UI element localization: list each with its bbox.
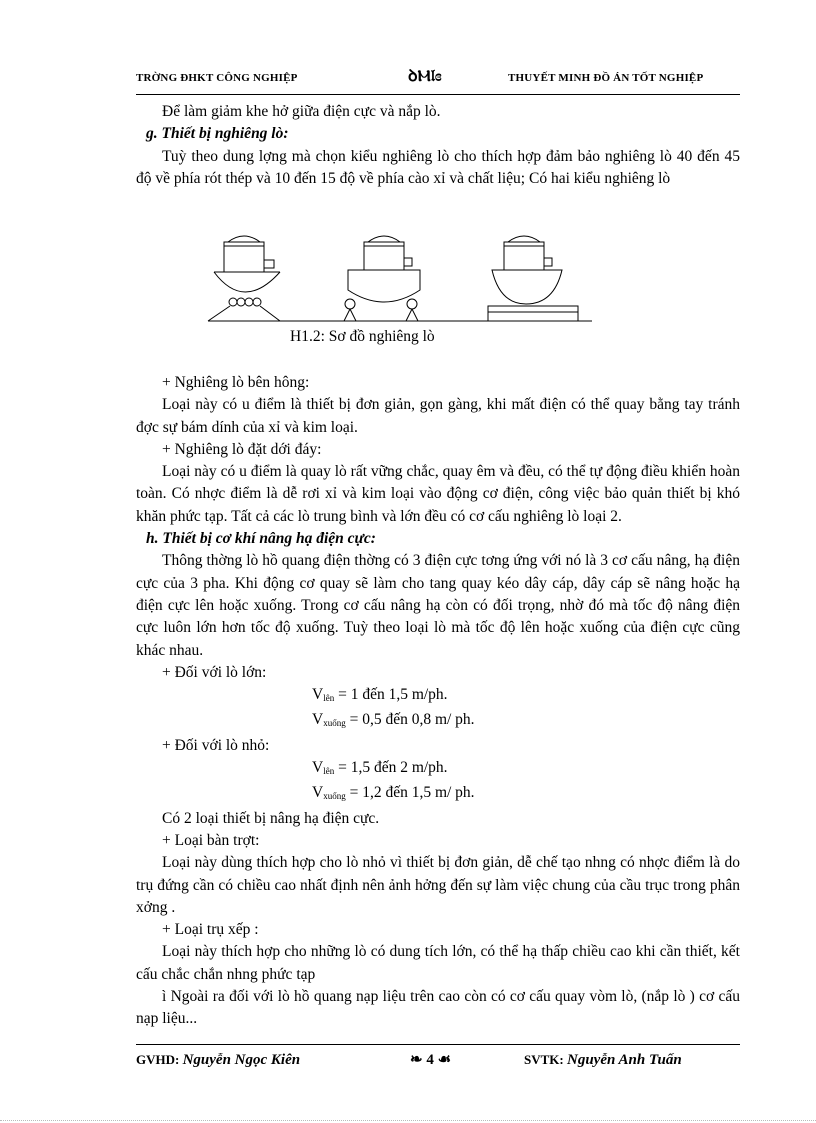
page-number: 4 <box>426 1052 434 1068</box>
section-g-title: g. Thiết bị nghiêng lò: <box>146 125 289 143</box>
small-v-up-formula: $V_{lên} = 1,5$ đến 2 m/ph. <box>312 759 448 777</box>
body-top <box>136 101 740 190</box>
figure-caption: H1.2: Sơ đồ nghiêng lò <box>290 328 435 345</box>
intro-line: Để làm giảm khe hở giữa điện cực và nắp lò. <box>162 103 441 120</box>
gvhd-label: GVHD: <box>136 1052 180 1067</box>
page-bottom-edge <box>0 1120 816 1121</box>
header-school: TRỜNG ĐHKT CÔNG NGHIỆP <box>136 72 298 84</box>
small-v-down-formula: $V_{xuống} = 1,2$ đến 1,5 m/ ph. <box>312 784 475 802</box>
furnace-bottom-tilt <box>344 236 420 321</box>
type-b-paragraph: Loại này thích hợp cho những lò có dung tích lớn, có thể hạ thấp chiều cao khi cần thiết, kết cấu chắc chắn nhng phức tạp <box>136 943 740 983</box>
large-v-down-formula: $V_{xuống} = 0,5$ đến 0,8 m/ ph. <box>312 711 475 729</box>
section-h-title: h. Thiết bị cơ khí nâng hạ điện cực: <box>146 530 376 548</box>
ornament-left-icon: ❧ <box>410 1052 423 1068</box>
type-b-title: + Loại trụ xếp : <box>162 921 259 939</box>
furnace-side-tilt <box>208 236 280 321</box>
body-main <box>136 372 740 1031</box>
header-rule <box>136 94 740 95</box>
type-a-title: + Loại bàn trợt: <box>162 831 260 849</box>
small-furnace-title: + Đối với lò nhỏ: <box>162 736 270 754</box>
two-types-line: Có 2 loại thiết bị nâng hạ điện cực. <box>162 809 380 827</box>
type2-paragraph: Loại này có u điểm là quay lò rất vững chắc, quay êm và đều, có thể tự động điều khiển hoàn toàn. Có nhợc điểm là dễ rơi xỉ và kim loại vào động cơ điện, công việc bảo quản thiết bị khó khăn phức tạp. Tất cả các lò trung bình và lớn đều có cơ cấu nghiêng lò loại 2. <box>136 463 740 525</box>
header-document-title: THUYẾT MINH ĐỒ ÁN TỐT NGHIỆP <box>508 72 704 84</box>
header-logo: ꝺⲘ𝔩ɞ <box>408 68 443 85</box>
type2-title: + Nghiêng lò đặt dới đáy: <box>162 440 322 458</box>
type-a-paragraph: Loại này dùng thích hợp cho lò nhỏ vì thiết bị đơn giản, dễ chế tạo nhng có nhợc điểm là do trụ đứng cần có chiều cao nhất định nên ảnh hởng đến sự làm việc chung của cầu trục trong phân xởng . <box>136 854 740 916</box>
ornament-right-icon: ☙ <box>437 1052 452 1068</box>
furnace-tilt-diagram <box>200 232 600 328</box>
type1-title: + Nghiêng lò bên hông: <box>162 374 310 391</box>
large-v-up-formula: $V_{lên} = 1$ đến 1,5 m/ph. <box>312 686 448 704</box>
furnace-platform <box>488 236 578 321</box>
footer-page-number <box>410 1050 451 1069</box>
svtk-name: Nguyễn Anh Tuấn <box>566 1052 682 1068</box>
footer-supervisor <box>136 1052 300 1069</box>
section-g-paragraph: Tuỳ theo dung lợng mà chọn kiểu nghiêng lò cho thích hợp đảm bảo nghiêng lò 40 đến 45 độ về phía rót thép và 10 đến 15 độ về phía cào xỉ và chất liệu; Có hai kiểu nghiêng lò <box>136 147 740 187</box>
gvhd-name: Nguyễn Ngọc Kiên <box>182 1052 301 1068</box>
large-furnace-title: + Đối với lò lớn: <box>162 663 267 681</box>
closing-paragraph: ì Ngoài ra đối với lò hồ quang nạp liệu trên cao còn có cơ cấu quay vòm lò, (nắp lò ) cơ cấu nạp liệu... <box>136 988 740 1028</box>
footer-student <box>524 1052 682 1069</box>
footer-rule <box>136 1044 740 1045</box>
svtk-label: SVTK: <box>524 1052 564 1067</box>
section-h-paragraph: Thông thờng lò hồ quang điện thờng có 3 điện cực tơng ứng với nó là 3 cơ cấu nâng, hạ điện cực của 3 pha. Khi động cơ quay sẽ làm cho tang quay kéo dây cáp, dây cáp sẽ nâng hoặc hạ điện cực lên hoặc xuống. Trong cơ cấu nâng hạ còn có đối trọng, nhờ đó mà tốc độ nâng điện cực luôn lớn hơn tốc độ xuống. Tuỳ theo loại lò mà tốc độ lên hoặc xuống của điện cực cũng khác nhau. <box>136 552 740 659</box>
type1-paragraph: Loại này có u điểm là thiết bị đơn giản, gọn gàng, khi mất điện có thể quay bằng tay tránh đợc sự bám dính của xỉ và kim loại. <box>136 396 740 436</box>
